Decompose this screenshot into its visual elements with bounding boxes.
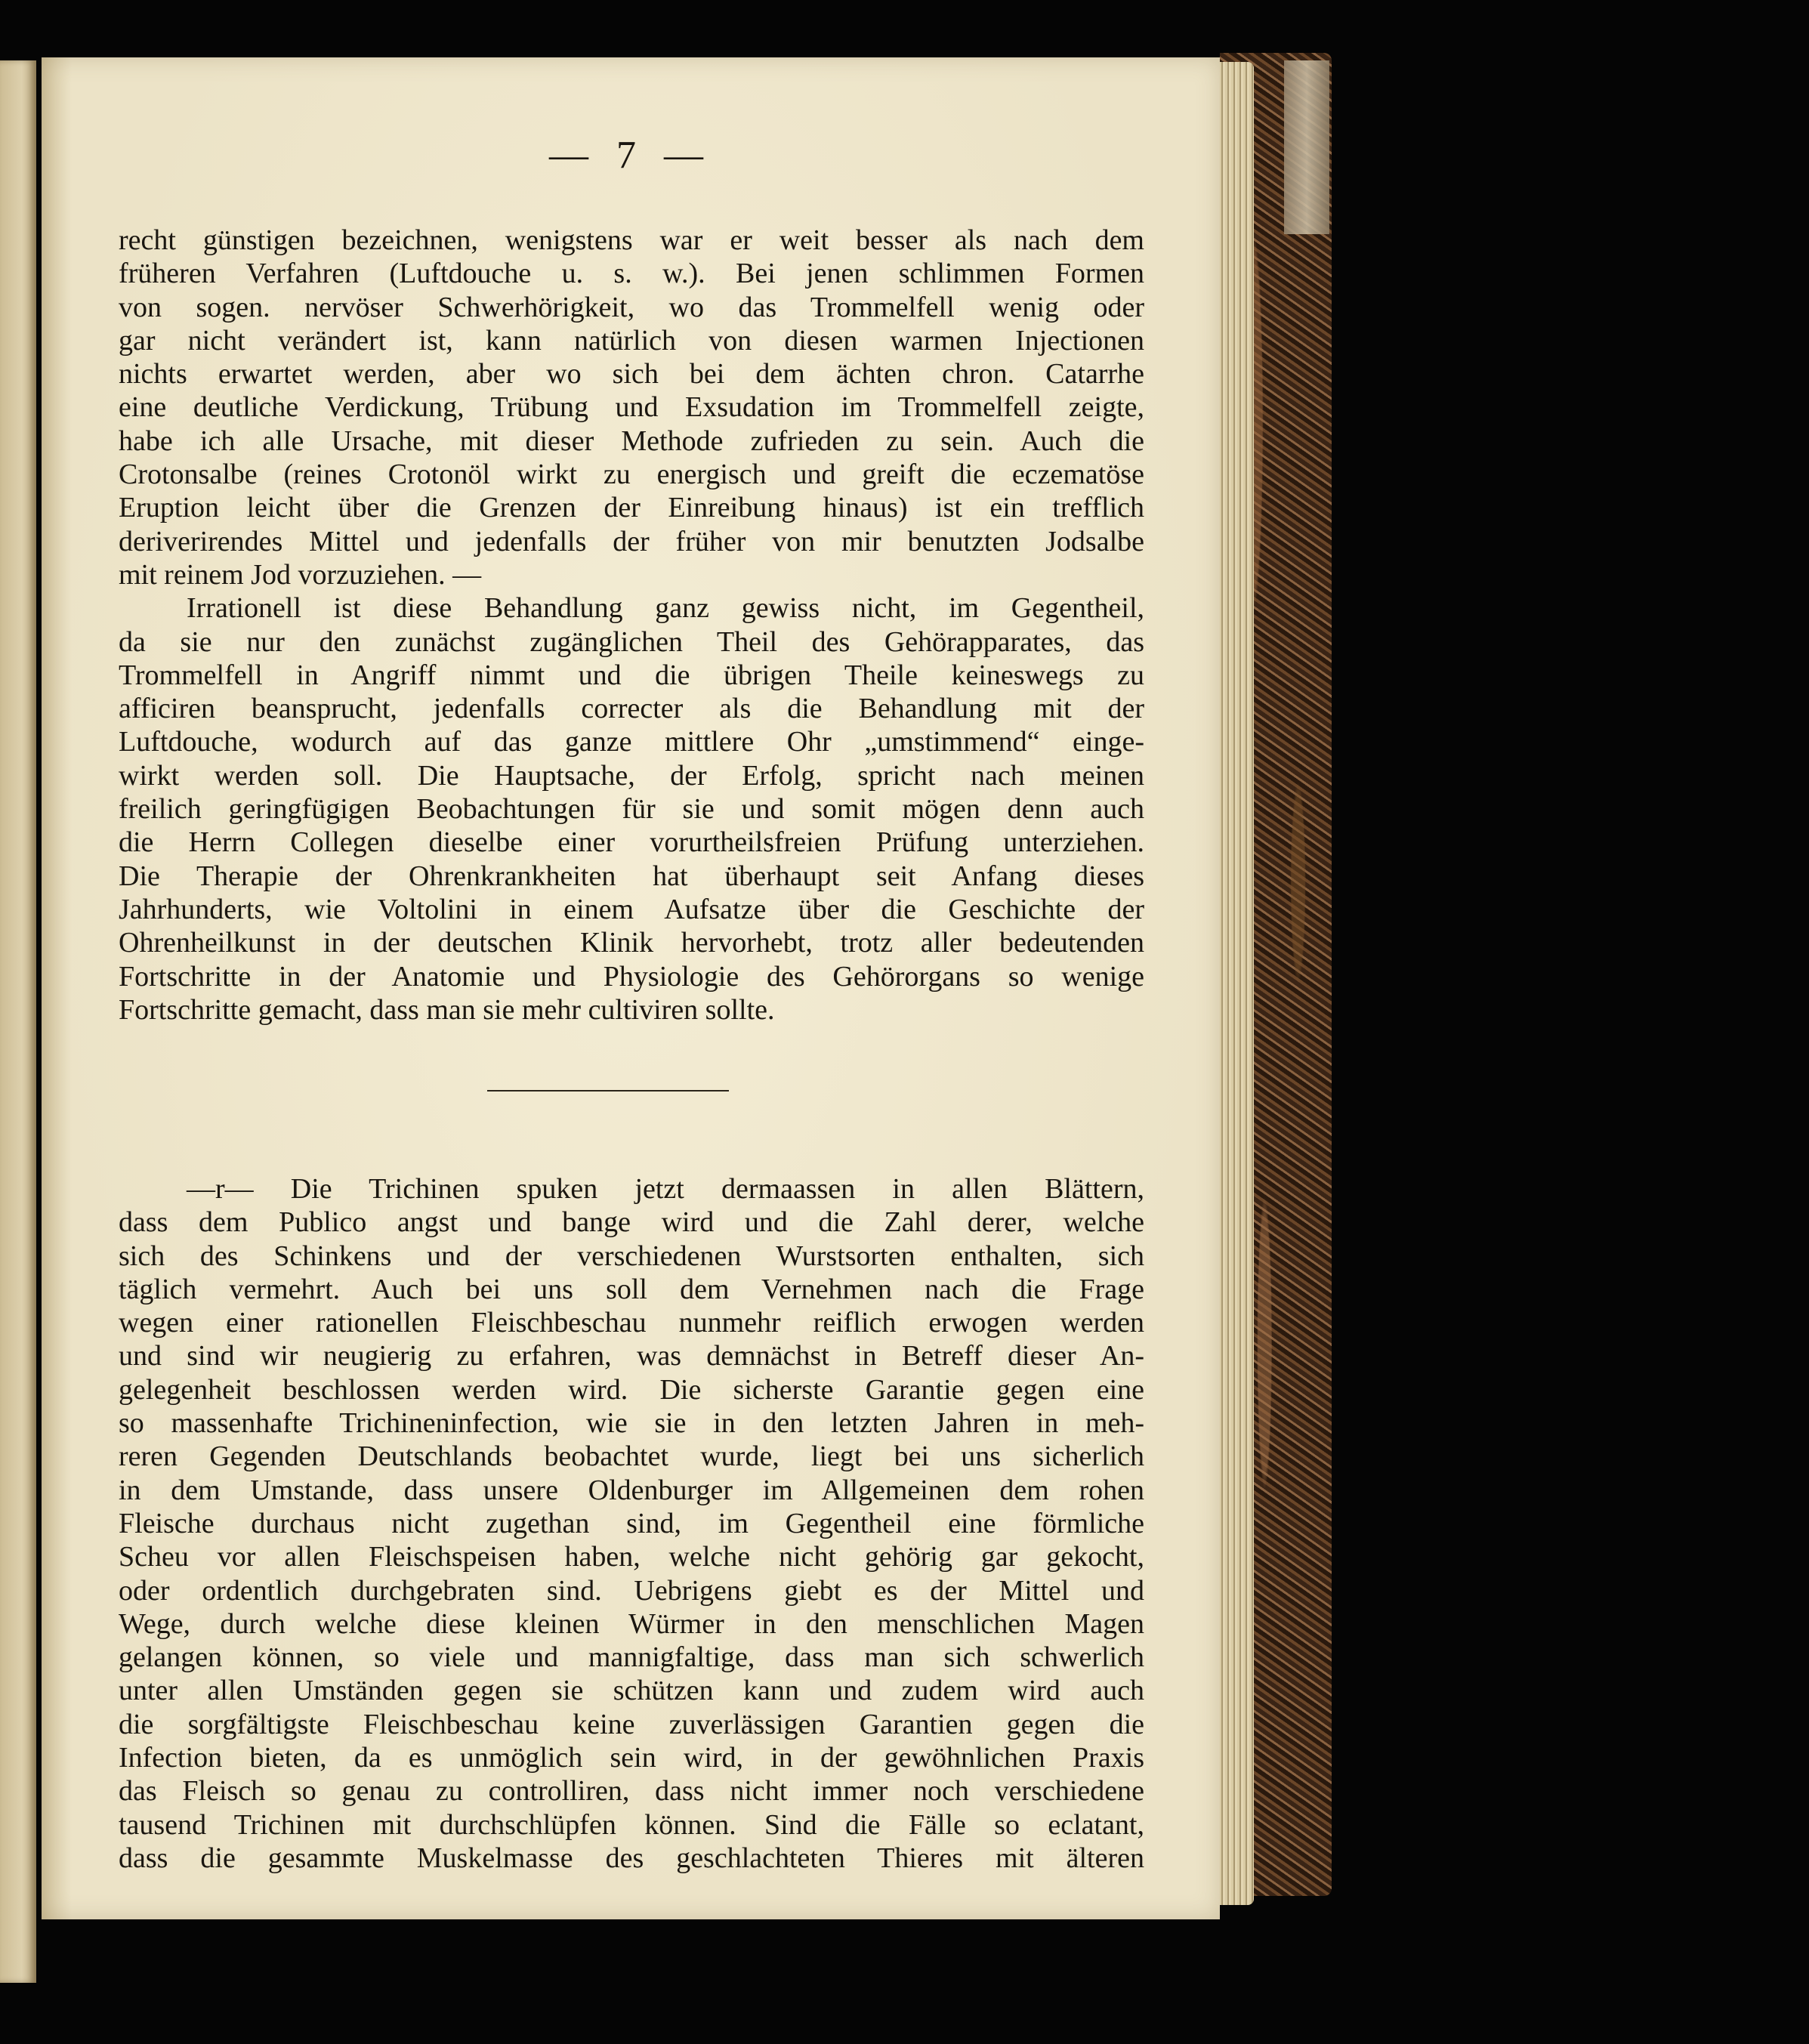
text-line: gelegenheit beschlossen werden wird. Die sicherste Garantie gegen eine — [119, 1373, 1144, 1406]
text-line: deriverirendes Mittel und jedenfalls der früher von mir benutzten Jodsalbe — [119, 525, 1144, 557]
text-line: wirkt werden soll. Die Hauptsache, der Erfolg, spricht nach meinen — [119, 759, 1144, 792]
text-block-lower — [119, 1172, 1144, 1875]
cover-worn-corner — [1284, 60, 1329, 234]
text-line: habe ich alle Ursache, mit dieser Methode zufrieden zu sein. Auch die — [119, 425, 1144, 457]
page-number: — 7 — — [549, 134, 712, 177]
paragraph-3 — [119, 1172, 1144, 1875]
text-line: oder ordentlich durchgebraten sind. Uebrigens giebt es der Mittel und — [119, 1574, 1144, 1607]
text-line: nichts erwartet werden, aber wo sich bei dem ächten chron. Catarrhe — [119, 358, 1144, 391]
text-line: früheren Verfahren (Luftdouche u. s. w.). Bei jenen schlimmen Formen — [119, 258, 1144, 290]
paragraph-2 — [119, 591, 1144, 1027]
text-line: mit reinem Jod vorzuziehen. — — [119, 558, 482, 591]
text-line: Eruption leicht über die Grenzen der Einreibung hinaus) ist ein trefflich — [119, 492, 1144, 524]
text-line: Infection bieten, da es unmöglich sein wird, in der gewöhnlichen Praxis — [119, 1742, 1144, 1774]
book-page — [42, 57, 1220, 1919]
text-line: Wege, durch welche diese kleinen Würmer in den menschlichen Magen — [119, 1607, 1144, 1640]
text-line: —r— Die Trichinen spuken jetzt dermaassen in allen Blättern, — [187, 1173, 1144, 1205]
text-line: Trommelfell in Angriff nimmt und die übrigen Theile keineswegs zu — [119, 659, 1144, 691]
text-line: gelangen können, so viele und mannigfaltige, dass man sich schwerlich — [119, 1641, 1144, 1674]
text-line: afficiren beansprucht, jedenfalls correcter als die Behandlung mit der — [119, 693, 1144, 725]
text-line: Jahrhunderts, wie Voltolini in einem Aufsatze über die Geschichte der — [119, 893, 1144, 925]
text-line: Irrationell ist diese Behandlung ganz gewiss nicht, im Gegentheil, — [187, 592, 1144, 625]
text-line: Fortschritte in der Anatomie und Physiologie des Gehörorgans so wenige — [119, 960, 1144, 993]
text-line: tausend Trichinen mit durchschlüpfen können. Sind die Fälle so eclatant, — [119, 1808, 1144, 1841]
text-line: die Herrn Collegen dieselbe einer vorurtheilsfreien Prüfung unterziehen. — [119, 826, 1144, 859]
facing-page-edge — [0, 60, 36, 1983]
text-line: dass dem Publico angst und bange wird und die Zahl derer, welche — [119, 1206, 1144, 1239]
text-line: Luftdouche, wodurch auf das ganze mittlere Ohr „umstimmend“ einge- — [119, 726, 1144, 758]
text-line: eine deutliche Verdickung, Trübung und Exsudation im Trommelfell zeigte, — [119, 391, 1144, 424]
text-block-upper — [119, 224, 1144, 1027]
text-line: täglich vermehrt. Auch bei uns soll dem Vernehmen nach die Frage — [119, 1273, 1144, 1305]
text-line: gar nicht verändert ist, kann natürlich von diesen warmen Injectionen — [119, 324, 1144, 357]
text-line: Crotonsalbe (reines Crotonöl wirkt zu energisch und greift die eczematöse — [119, 459, 1144, 491]
text-line: reren Gegenden Deutschlands beobachtet wurde, liegt bei uns sicherlich — [119, 1440, 1144, 1473]
text-line: das Fleisch so genau zu controlliren, dass nicht immer noch verschiedene — [119, 1775, 1144, 1808]
text-line: recht günstigen bezeichnen, wenigstens war er weit besser als nach dem — [119, 224, 1144, 256]
text-line: von sogen. nervöser Schwerhörigkeit, wo das Trommelfell wenig oder — [119, 291, 1144, 323]
text-line: da sie nur den zunächst zugänglichen Theil des Gehörapparates, das — [119, 625, 1144, 658]
text-line: freilich geringfügigen Beobachtungen für sie und somit mögen denn auch — [119, 793, 1144, 826]
text-line: Scheu vor allen Fleischspeisen haben, welche nicht gehörig gar gekocht, — [119, 1541, 1144, 1573]
text-line: Ohrenheilkunst in der deutschen Klinik hervorhebt, trotz aller bedeutenden — [119, 927, 1144, 959]
text-line: in dem Umstande, dass unsere Oldenburger im Allgemeinen dem rohen — [119, 1474, 1144, 1506]
text-line: Fleische durchaus nicht zugethan sind, im Gegentheil eine förmliche — [119, 1507, 1144, 1539]
text-line: wegen einer rationellen Fleischbeschau nunmehr reiflich erwogen werden — [119, 1307, 1144, 1339]
text-line: Fortschritte gemacht, dass man sie mehr cultiviren sollte. — [119, 993, 775, 1026]
section-divider — [487, 1090, 729, 1091]
text-line: die sorgfältigste Fleischbeschau keine zuverlässigen Garantien gegen die — [119, 1708, 1144, 1740]
text-line: sich des Schinkens und der verschiedenen Wurstsorten enthalten, sich — [119, 1240, 1144, 1272]
text-line: und sind wir neugierig zu erfahren, was demnächst in Betreff dieser An- — [119, 1340, 1144, 1372]
text-line: unter allen Umständen gegen sie schützen kann und zudem wird auch — [119, 1675, 1144, 1707]
paragraph-1 — [119, 224, 1144, 591]
text-line: Die Therapie der Ohrenkrankheiten hat überhaupt seit Anfang dieses — [119, 860, 1144, 892]
text-line: so massenhafte Trichineninfection, wie sie in den letzten Jahren in meh- — [119, 1407, 1144, 1440]
text-line: dass die gesammte Muskelmasse des geschlachteten Thieres mit älteren — [119, 1842, 1144, 1874]
